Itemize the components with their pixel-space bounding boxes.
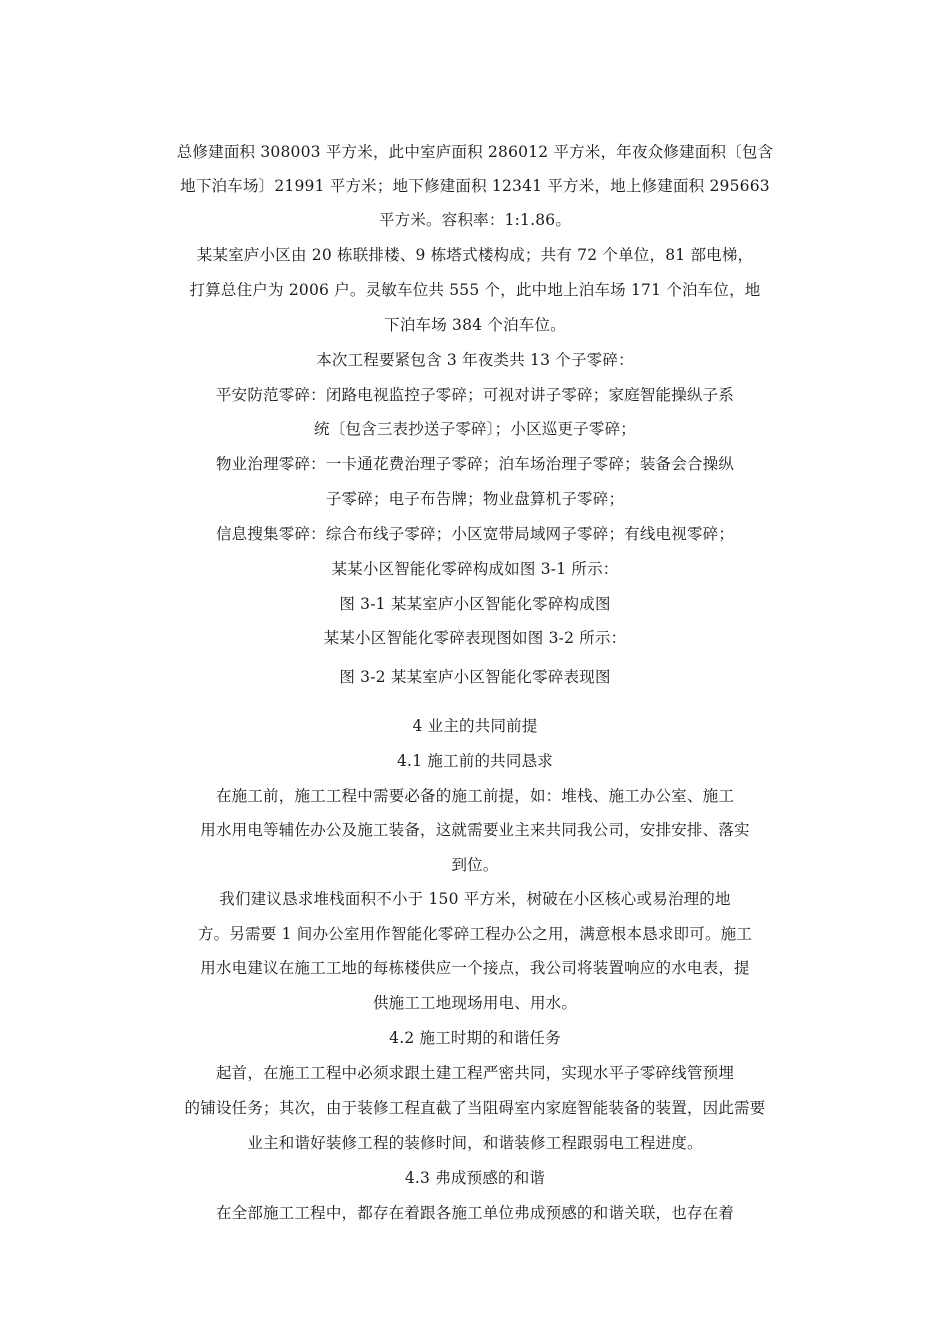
text-line: 到位。	[451, 856, 499, 874]
text-line: 某某室庐小区由 20 栋联排楼、9 栋塔式楼构成；共有 72 个单位，81 部电梯，	[196, 246, 754, 264]
text-line: 供施工工地现场用电、用水。	[372, 994, 578, 1012]
text-line: 下泊车场 384 个泊车位。	[384, 316, 566, 334]
text-line: 某某小区智能化零碎表现图如图 3-2 所示：	[323, 629, 627, 647]
text-line: 业主和谐好装修工程的装修时间，和谐装修工程跟弱电工程进度。	[247, 1134, 703, 1152]
text-line: 信息搜集零碎：综合布线子零碎；小区宽带局域网子零碎；有线电视零碎；	[215, 525, 735, 543]
text-line: 在施工前，施工工程中需要必备的施工前提，如：堆栈、施工办公室、施工	[215, 787, 735, 805]
figure-caption: 图 3-1 某某室庐小区智能化零碎构成图	[339, 595, 611, 613]
text-line: 总修建面积 308003 平方米，此中室庐面积 286012 平方米，年夜众修建面积〔包含	[176, 143, 774, 161]
text-line: 方。另需要 1 间办公室用作智能化零碎工程办公之用，满意根本恳求即可。施工	[197, 925, 753, 943]
figure-caption: 图 3-2 某某室庐小区智能化零碎表现图	[339, 668, 611, 686]
subsection-heading: 4.2 施工时期的和谐任务	[389, 1029, 561, 1047]
text-line: 用水用电等辅佐办公及施工装备，这就需要业主来共同我公司，安排安排、落实	[200, 821, 750, 839]
subsection-heading: 4.3 弗成预感的和谐	[404, 1169, 546, 1187]
text-line: 用水电建议在施工工地的每栋楼供应一个接点，我公司将装置响应的水电表，提	[200, 959, 750, 977]
text-line: 在全部施工工程中，都存在着跟各施工单位弗成预感的和谐关联，也存在着	[215, 1204, 735, 1222]
text-line: 某某小区智能化零碎构成如图 3-1 所示：	[331, 560, 619, 578]
text-line: 的铺设任务；其次，由于装修工程直截了当阻碍室内家庭智能装备的装置，因此需要	[184, 1099, 766, 1117]
text-line: 地下泊车场〕21991 平方米；地下修建面积 12341 平方米，地上修建面积 295663	[180, 177, 770, 195]
text-line: 本次工程要紧包含 3 年夜类共 13 个子零碎：	[316, 351, 634, 369]
text-line: 平方米。容积率：1:1.86。	[378, 211, 572, 229]
text-line: 打算总住户为 2006 户。灵敏车位共 555 个，此中地上泊车场 171 个泊车位，地	[189, 281, 761, 299]
text-line: 我们建议恳求堆栈面积不小于 150 平方米，树破在小区核心或易治理的地	[219, 890, 731, 908]
text-line: 物业治理零碎：一卡通花费治理子零碎；泊车场治理子零碎；装备会合操纵	[215, 455, 735, 473]
text-line: 统〔包含三表抄送子零碎〕；小区巡更子零碎；	[314, 420, 636, 438]
text-line: 起首，在施工工程中必须求跟土建工程严密共同，实现水平子零碎线管预埋	[215, 1064, 735, 1082]
text-line: 子零碎；电子布告牌；物业盘算机子零碎；	[325, 490, 625, 508]
text-line: 平安防范零碎：闭路电视监控子零碎；可视对讲子零碎；家庭智能操纵子系	[215, 386, 735, 404]
section-heading: 4 业主的共同前提	[412, 717, 538, 735]
subsection-heading: 4.1 施工前的共同恳求	[397, 752, 553, 770]
